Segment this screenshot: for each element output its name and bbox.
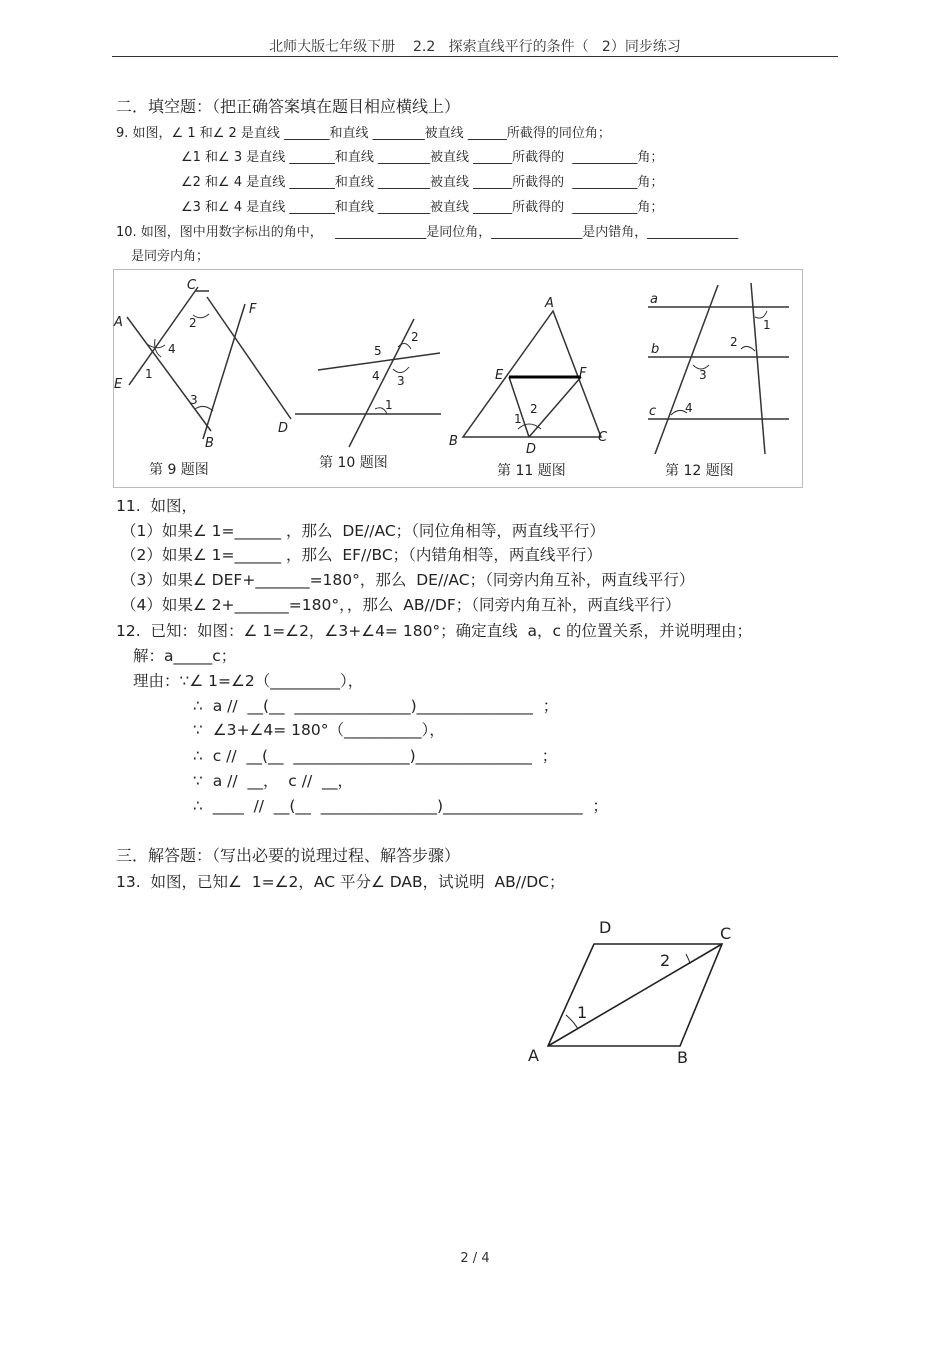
q13-label-a: A: [528, 1046, 539, 1065]
q12-reason: 理由：∵∠ 1=∠2（_________），: [133, 672, 364, 690]
q13-label-d: D: [599, 918, 612, 937]
fig9-caption: 第 9 题图: [149, 462, 209, 478]
fig11-angle-2: 2: [530, 402, 538, 416]
q13-angle-1: 1: [577, 1003, 588, 1022]
section2-heading: 二．填空题：（把正确答案填在题目相应横线上）: [116, 97, 461, 116]
q12-step5: ∴ ____ // __(__ _______________)__________________ ；: [193, 797, 608, 815]
fig11-label-b: B: [449, 434, 458, 449]
fig9-label-e: E: [114, 377, 123, 392]
fig10-caption: 第 10 题图: [319, 455, 388, 471]
fig11-caption: 第 11 题图: [497, 463, 566, 479]
fig9-label-c: C: [187, 278, 197, 293]
q12-title: 12. 已知：如图：∠ 1=∠2，∠3+∠4= 180°；确定直线 a，c 的位置关系，并说明理由；: [116, 622, 752, 640]
fig9-angle-1: 1: [145, 367, 153, 381]
figures-svg: [113, 269, 803, 488]
q13-title: 13. 如图，已知∠ 1=∠2，AC 平分∠ DAB，试说明 AB//DC；: [116, 873, 565, 891]
fig9-label-a: A: [114, 315, 123, 330]
q13-figure-svg: [522, 914, 744, 1072]
q13-figure: [522, 914, 744, 1072]
section3-heading: 三．解答题：（写出必要的说理过程、解答步骤）: [116, 846, 461, 865]
q11-item3: （3）如果∠ DEF+_______=180°，那么 DE//AC；（同旁内角互补，两直线平行）: [121, 571, 695, 589]
fig9-angle-2: 2: [189, 316, 197, 330]
figures-9-12: [113, 269, 803, 488]
fig11-label-e: E: [495, 368, 504, 383]
q12-step1: ∴ a // __(__ _______________)_______________ ；: [193, 697, 559, 715]
q12-step3: ∴ c // __(__ _______________)_______________ ；: [193, 747, 558, 765]
fig11-label-c: C: [598, 430, 608, 445]
page-header-title: 北师大版七年级下册 2.2 探索直线平行的条件（ 2）同步练习: [269, 39, 681, 55]
fig11-label-f: F: [579, 366, 587, 381]
fig9-angle-4: 4: [168, 342, 176, 356]
q9-line4: ∠3 和∠ 4 是直线 _______和直线 ________被直线 ______所截得的 __________角；: [181, 200, 664, 215]
q12-step4: ∵ a // __， c // __，: [193, 772, 354, 790]
fig10-angle-5: 5: [374, 344, 382, 358]
fig11-label-a: A: [545, 296, 554, 311]
q9-line2: ∠1 和∠ 3 是直线 _______和直线 ________被直线 ______所截得的 __________角；: [181, 150, 664, 165]
fig12-caption: 第 12 题图: [665, 463, 734, 479]
q12-step2: ∵ ∠3+∠4= 180°（__________），: [193, 721, 445, 739]
q12-answer: 解：a_____c；: [133, 647, 237, 665]
q11-item1: （1）如果∠ 1=______ ，那么 DE//AC；（同位角相等，两直线平行）: [121, 522, 605, 540]
fig12-label-a: a: [650, 292, 658, 307]
fig11-angle-1: 1: [514, 412, 522, 426]
q13-label-b: B: [677, 1048, 688, 1067]
fig12-label-b: b: [651, 342, 660, 357]
fig10-angle-4: 4: [372, 369, 380, 383]
fig9-label-b: B: [205, 436, 214, 451]
fig10-angle-1: 1: [385, 398, 393, 412]
fig12-angle-3: 3: [699, 368, 707, 382]
fig9-angle-3: 3: [190, 393, 198, 407]
q11-title: 11. 如图，: [116, 497, 198, 515]
page-number: 2 / 4: [460, 1251, 490, 1266]
fig12-angle-2: 2: [730, 335, 738, 349]
fig10-angle-2: 2: [411, 330, 419, 344]
fig12-angle-4: 4: [685, 401, 693, 415]
q9-line3: ∠2 和∠ 4 是直线 _______和直线 ________被直线 ______所截得的 __________角；: [181, 175, 664, 190]
q10-line1: 10. 如图，图中用数字标出的角中， ______________是同位角，______________是内错角，______________: [116, 225, 739, 240]
q10-line2: 是同旁内角；: [131, 249, 210, 264]
q13-label-c: C: [720, 924, 732, 943]
fig12-angle-1: 1: [763, 318, 771, 332]
fig11-label-d: D: [526, 442, 537, 457]
fig9-label-f: F: [249, 302, 257, 317]
fig10-angle-3: 3: [397, 374, 405, 388]
q13-angle-2: 2: [660, 951, 671, 970]
q9-line1: 9. 如图，∠ 1 和∠ 2 是直线 _______和直线 ________被直线 ______所截得的同位角；: [116, 126, 611, 141]
q13-diagonal-ac: [548, 944, 722, 1046]
fig12-label-c: c: [649, 404, 657, 419]
fig9-label-d: D: [278, 421, 289, 436]
header-divider: [112, 56, 838, 57]
q11-item2: （2）如果∠ 1=______ ，那么 EF//BC；（内错角相等，两直线平行）: [121, 546, 602, 564]
q11-item4: （4）如果∠ 2+_______=180°，，那么 AB//DF；（同旁内角互补，两直线平行）: [121, 596, 681, 614]
